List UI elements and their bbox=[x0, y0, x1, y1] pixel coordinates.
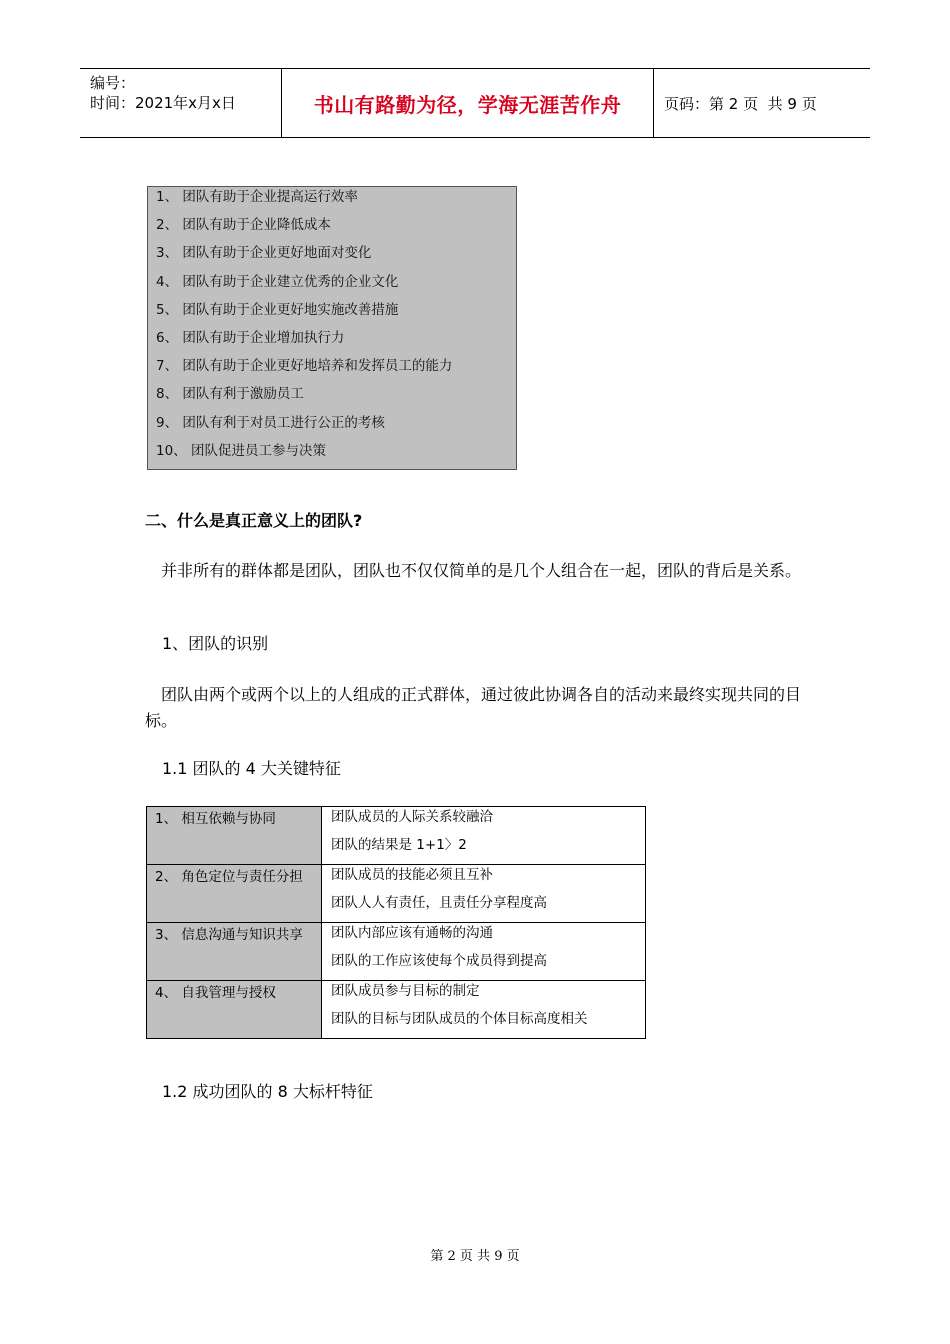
section-heading: 二、什么是真正意义上的团队? bbox=[145, 511, 363, 530]
header-motto: 书山有路勤为径，学海无涯苦作舟 bbox=[282, 69, 654, 137]
table-row bbox=[147, 807, 646, 865]
table-row bbox=[147, 865, 646, 923]
feature-name: 4、 自我管理与授权 bbox=[147, 981, 322, 1039]
header-page-info bbox=[654, 69, 870, 137]
benefit-item: 5、 团队有助于企业更好地实施改善措施 bbox=[156, 301, 399, 318]
benefit-item: 2、 团队有助于企业降低成本 bbox=[156, 217, 331, 234]
table-row bbox=[147, 923, 646, 981]
benefit-item: 1、 团队有助于企业提高运行效率 bbox=[156, 189, 358, 205]
feature-point: 团队的结果是 1+1〉2 bbox=[331, 837, 467, 853]
table-row bbox=[147, 981, 646, 1039]
feature-description bbox=[322, 865, 646, 923]
team-benefits-box bbox=[147, 186, 517, 470]
subheading-team-identification: 1、团队的识别 bbox=[162, 634, 269, 653]
feature-point: 团队成员的人际关系较融洽 bbox=[331, 809, 493, 825]
section-intro-paragraph: 并非所有的群体都是团队，团队也不仅仅简单的是几个人组合在一起，团队的背后是关系。 bbox=[161, 561, 802, 580]
header-date: 时间：2021年x月x日 bbox=[90, 94, 236, 112]
benefit-item: 7、 团队有助于企业更好地培养和发挥员工的能力 bbox=[156, 358, 453, 375]
header-meta bbox=[80, 69, 282, 137]
key-features-table bbox=[146, 806, 646, 1039]
feature-point: 团队内部应该有通畅的沟通 bbox=[331, 925, 493, 941]
feature-name: 1、 相互依赖与协同 bbox=[147, 807, 322, 865]
feature-description bbox=[322, 981, 646, 1039]
benefit-item: 3、 团队有助于企业更好地面对变化 bbox=[156, 245, 372, 262]
page-footer bbox=[0, 1245, 950, 1264]
page-header bbox=[80, 68, 870, 138]
benefit-item: 6、 团队有助于企业增加执行力 bbox=[156, 329, 345, 346]
footer-page-number: 第 2 页 共 9 页 bbox=[430, 1249, 520, 1264]
feature-point: 团队的目标与团队成员的个体目标高度相关 bbox=[331, 1011, 588, 1027]
feature-name: 3、 信息沟通与知识共享 bbox=[147, 923, 322, 981]
subheading-benchmark-features: 1.2 成功团队的 8 大标杆特征 bbox=[162, 1082, 373, 1101]
feature-point: 团队成员的技能必须且互补 bbox=[331, 867, 493, 883]
feature-description bbox=[322, 923, 646, 981]
subheading-key-features: 1.1 团队的 4 大关键特征 bbox=[162, 759, 341, 778]
team-definition-paragraph: 团队由两个或两个以上的人组成的正式群体，通过彼此协调各自的活动来最终实现共同的目标。 bbox=[145, 685, 802, 730]
benefit-item: 10、 团队促进员工参与决策 bbox=[156, 442, 326, 459]
feature-point: 团队的工作应该使每个成员得到提高 bbox=[331, 953, 547, 969]
benefit-item: 9、 团队有利于对员工进行公正的考核 bbox=[156, 414, 385, 431]
benefit-item: 4、 团队有助于企业建立优秀的企业文化 bbox=[156, 273, 399, 290]
team-benefits-list bbox=[156, 187, 516, 469]
header-number-label: 编号： bbox=[90, 74, 136, 92]
feature-name: 2、 角色定位与责任分担 bbox=[147, 865, 322, 923]
feature-point: 团队成员参与目标的制定 bbox=[331, 983, 480, 999]
feature-description bbox=[322, 807, 646, 865]
header-page-info-text: 页码：第 2 页 共 9 页 bbox=[664, 94, 817, 113]
feature-point: 团队人人有责任，且责任分享程度高 bbox=[331, 895, 547, 911]
benefit-item: 8、 团队有利于激励员工 bbox=[156, 386, 304, 403]
